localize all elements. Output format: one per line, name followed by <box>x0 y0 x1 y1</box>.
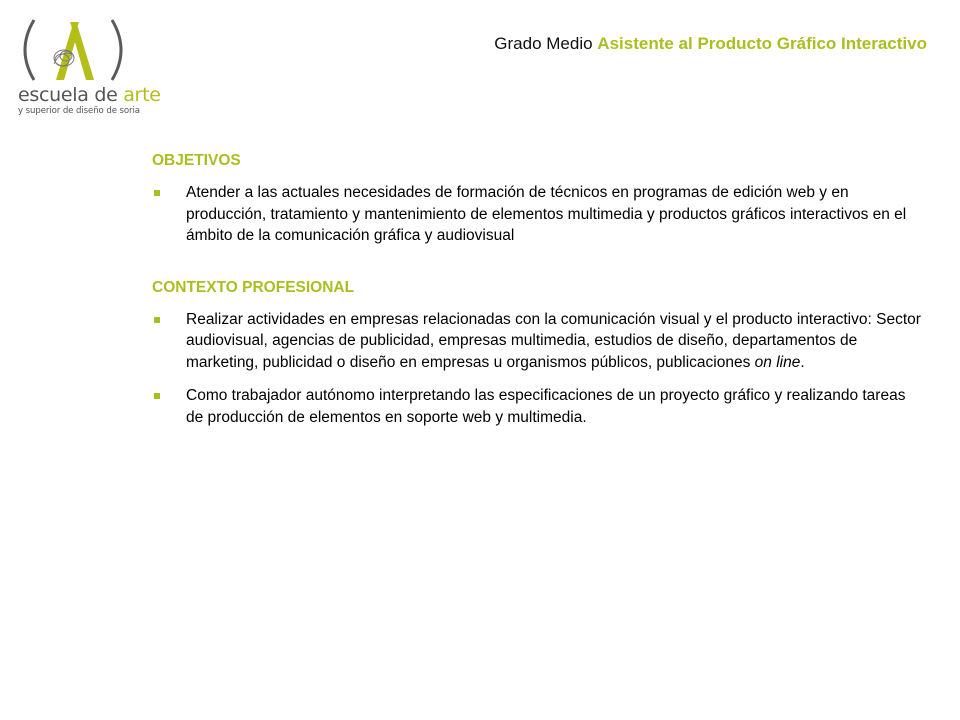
main-content <box>152 152 922 428</box>
list-item <box>152 182 922 247</box>
list-item-text: Atender a las actuales necesidades de formación de técnicos en programas de edición web y en producción, tratamiento y mantenimiento de elementos multimedia y productos gráficos interactivos en el ámbito de la comunicación gráfica y audiovisual <box>186 184 907 244</box>
bullet-square-icon <box>154 190 160 196</box>
section-heading-objetivos: OBJETIVOS <box>152 152 241 169</box>
list-item-text: Realizar actividades en empresas relacionadas con la comunicación visual y el producto interactivo: Sector audiovisual, agencias de publicidad, empresas multimedia, estudios de diseño, departamentos de marketing, publicidad o diseño en empresas u organismos públicos, publicaciones <box>186 310 921 371</box>
logo-text <box>18 84 161 116</box>
list-item-text: Como trabajador autónomo interpretando las especificaciones de un proyecto gráfico y realizando tareas de producción de elementos en soporte web y multimedia. <box>186 387 906 426</box>
page-title-highlight: Asistente al Producto Gráfico Interactivo <box>597 34 927 53</box>
list-item <box>152 385 922 428</box>
list-item-italic-text: on line <box>754 353 801 371</box>
page-title <box>494 34 927 54</box>
list-item-end: . <box>800 353 805 371</box>
logo-name <box>18 84 161 106</box>
logo-name-part1: escuela de <box>18 84 124 106</box>
page-title-prefix: Grado Medio <box>494 34 598 53</box>
list-item <box>152 309 922 374</box>
logo-subtitle: y superior de diseño de soria <box>18 106 140 116</box>
bullet-square-icon <box>154 317 160 323</box>
contexto-list <box>152 309 922 429</box>
section-contexto <box>152 279 922 429</box>
logo-name-part2: arte <box>123 84 161 106</box>
logo-mark-icon <box>14 14 142 86</box>
section-heading-contexto: CONTEXTO PROFESIONAL <box>152 278 355 296</box>
bullet-square-icon <box>154 393 160 399</box>
school-logo <box>14 14 161 122</box>
objetivos-list <box>152 182 922 247</box>
